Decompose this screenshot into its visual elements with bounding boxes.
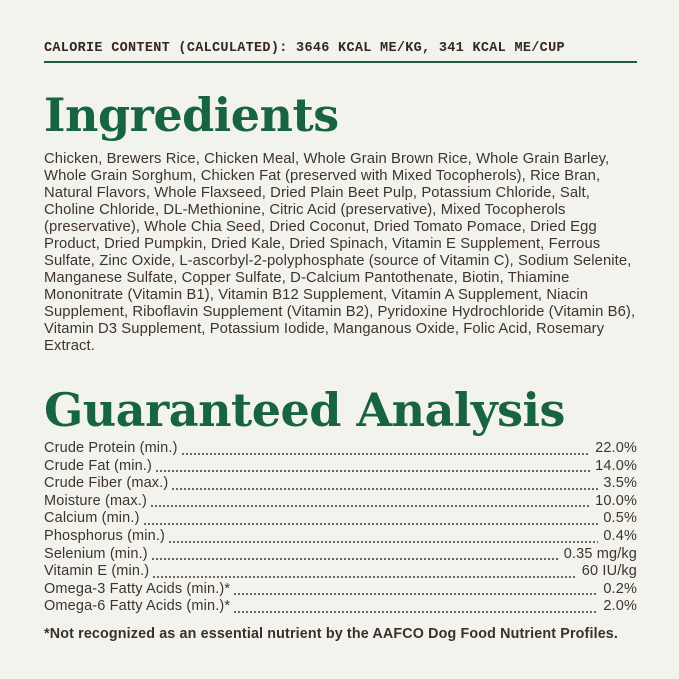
analysis-row-label: Vitamin E (min.) bbox=[44, 563, 150, 580]
analysis-row-label: Crude Protein (min.) bbox=[44, 440, 178, 456]
analysis-row-label: Moisture (max.) bbox=[44, 492, 147, 509]
analysis-row-value: 60 IU/kg bbox=[581, 563, 637, 580]
analysis-row-label: Crude Fat (min.) bbox=[44, 457, 152, 474]
analysis-row-label: Omega-3 Fatty Acids (min.)* bbox=[44, 580, 231, 597]
analysis-row-value: 0.5% bbox=[603, 510, 637, 527]
ingredients-list-text: Chicken, Brewers Rice, Chicken Meal, Whole Grain Brown Rice, Whole Grain Barley, Whole Grain Sorghum, Chicken Fat (preserved with Mixed Tocopherols), Rice Bran, Natural Flavors, Whole Flaxseed, Dried Plain Beet Pulp, Potassium Chloride, Salt, Choline Chloride, DL-Methionine, Citric Acid (preservative), Mixed Tocopherols (preservative), Whole Chia Seed, Dried Coconut, Dried Tomato Pomace, Dried Egg Product, Dried Pumpkin, Dried Kale, Dried Spinach, Vitamin E Supplement, Ferrous Sulfate, Zinc Oxide, L-ascorbyl-2-polyphosphate (source of Vitamin C), Sodium Selenite, Manganese Sulfate, Copper Sulfate, D-Calcium Pantothenate, Biotin, Thiamine Mononitrate (Vitamin B1), Vitamin B12 Supplement, Vitamin A Supplement, Niacin Supplement, Riboflavin Supplement (Vitamin B2), Pyridoxine Hydrochloride (Vitamin B6), Vitamin D3 Supplement, Potassium Iodide, Manganous Oxide, Folic Acid, Rosemary Extract. bbox=[44, 151, 636, 354]
divider-rule bbox=[44, 61, 637, 63]
analysis-row-value: 14.0% bbox=[595, 457, 637, 474]
analysis-row-value: 2.0% bbox=[603, 598, 637, 615]
analysis-row-label: Calcium (min.) bbox=[44, 510, 140, 527]
analysis-row bbox=[44, 510, 637, 528]
dot-leader bbox=[143, 510, 600, 528]
analysis-row-label: Selenium (min.) bbox=[44, 545, 148, 562]
analysis-row bbox=[44, 493, 637, 511]
guaranteed-analysis-title: Guaranteed Analysis bbox=[44, 383, 565, 437]
analysis-row bbox=[44, 528, 637, 546]
analysis-row bbox=[44, 440, 637, 458]
ingredients-title: Ingredients bbox=[44, 88, 339, 142]
analysis-row-value: 10.0% bbox=[595, 492, 637, 509]
analysis-row bbox=[44, 581, 637, 599]
analysis-row-label: Omega-6 Fatty Acids (min.)* bbox=[44, 598, 231, 615]
aafco-footnote: *Not recognized as an essential nutrient by the AAFCO Dog Food Nutrient Profiles. bbox=[44, 625, 619, 642]
dot-leader bbox=[168, 528, 599, 546]
analysis-row-value: 0.2% bbox=[603, 580, 637, 597]
analysis-row-value: 0.35 mg/kg bbox=[563, 545, 637, 562]
dot-leader bbox=[233, 581, 599, 599]
analysis-row-value: 3.5% bbox=[603, 475, 637, 492]
dot-leader bbox=[150, 493, 591, 511]
dot-leader bbox=[181, 440, 592, 458]
analysis-row-value: 0.4% bbox=[603, 527, 637, 544]
analysis-row bbox=[44, 458, 637, 476]
analysis-row bbox=[44, 475, 637, 493]
analysis-row bbox=[44, 546, 637, 564]
guaranteed-analysis-table bbox=[44, 440, 637, 616]
calorie-content-statement: CALORIE CONTENT (CALCULATED): 3646 KCAL ME/KG, 341 KCAL ME/CUP bbox=[44, 41, 565, 56]
analysis-row-label: Crude Fiber (max.) bbox=[44, 475, 169, 492]
analysis-row-value: 22.0% bbox=[595, 440, 637, 456]
dot-leader bbox=[233, 598, 599, 616]
analysis-row bbox=[44, 563, 637, 581]
analysis-row bbox=[44, 598, 637, 616]
dot-leader bbox=[171, 475, 599, 493]
analysis-row-label: Phosphorus (min.) bbox=[44, 527, 166, 544]
dot-leader bbox=[155, 458, 591, 476]
dot-leader bbox=[151, 546, 560, 564]
dot-leader bbox=[152, 563, 578, 581]
